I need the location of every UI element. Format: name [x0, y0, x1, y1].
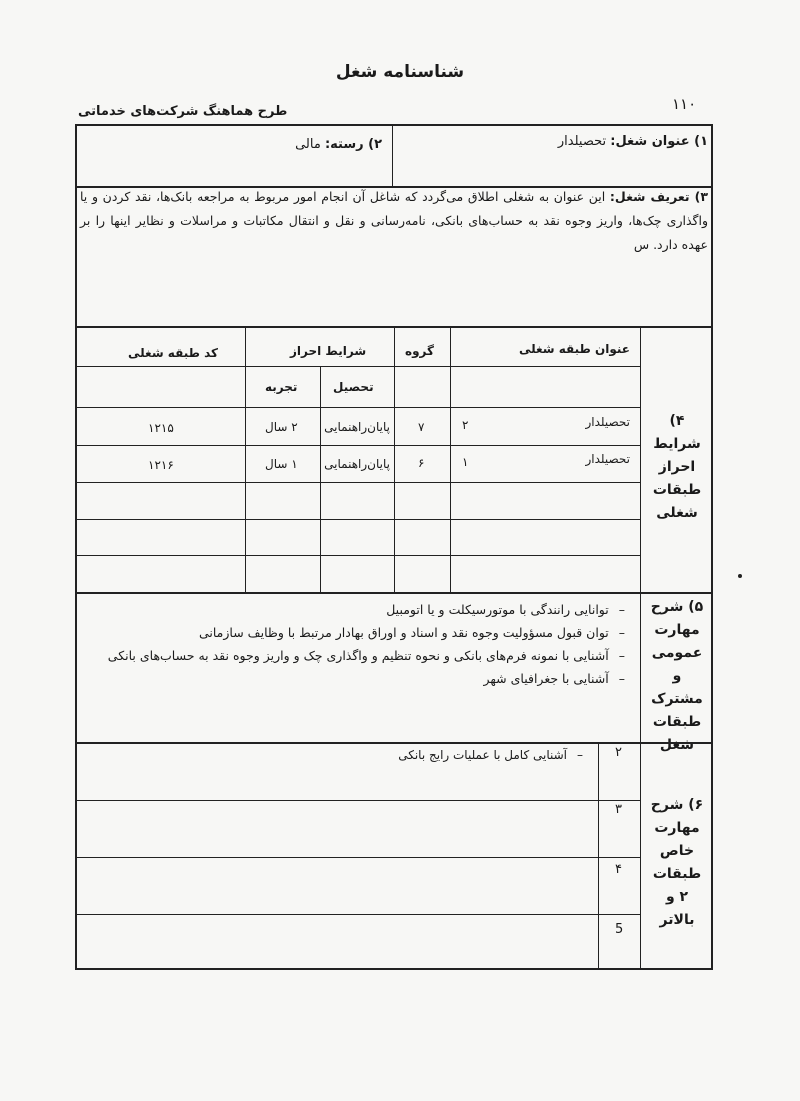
row1-title: تحصیلدار	[585, 415, 630, 429]
divider	[76, 857, 640, 858]
classes-section-label: ۴) شرایط احراز طبقات شغلی	[652, 413, 702, 521]
divider	[640, 743, 641, 969]
divider	[76, 366, 640, 367]
level-number: ۴	[615, 862, 622, 877]
header-education: تحصیل	[333, 380, 374, 394]
row1-group: ۷	[418, 420, 425, 434]
level-number: ۲	[615, 745, 622, 760]
divider	[76, 914, 640, 915]
divider	[76, 555, 640, 556]
job-title-value: تحصیلدار	[557, 134, 607, 149]
level2-skill: –آشنایی کامل با عملیات رایج بانکی	[398, 748, 583, 762]
job-category-field	[295, 137, 382, 152]
margin-dot	[738, 574, 742, 578]
job-title-label: ۱) عنوان شغل:	[610, 134, 708, 149]
header-group: گروه	[405, 344, 434, 358]
row2-group: ۶	[418, 456, 425, 470]
list-item: – توان قبول مسؤولیت وجوه نقد و اسناد و اوراق بهادار مرتبط با وظایف سازمانی	[108, 621, 625, 644]
divider	[76, 445, 640, 446]
list-item: – آشنایی با جغرافیای شهر	[108, 667, 625, 690]
job-category-value: مالی	[295, 137, 321, 152]
divider	[598, 743, 599, 969]
row2-experience: ۱ سال	[265, 457, 298, 471]
specific-skills-section-label: ۶) شرح مهارت خاص طبقات ۲ و بالاتر	[650, 797, 704, 928]
general-skills-list	[108, 598, 625, 690]
header-experience: تجربه	[265, 380, 298, 394]
level2-skill-text: آشنایی کامل با عملیات رایج بانکی	[398, 748, 567, 762]
page-title: شناسنامه شغل	[335, 62, 465, 82]
row1-level: ۲	[462, 418, 469, 432]
job-category-label: ۲) رسته:	[324, 137, 382, 152]
level-number: ۳	[615, 802, 622, 817]
series-title: طرح هماهنگ شرکت‌های خدماتی	[78, 104, 288, 119]
list-item: – آشنایی با نمونه فرم‌های بانکی و نحوه تنظیم و واگذاری چک و واریز وجوه نقد به حساب‌های بانکی	[108, 644, 625, 667]
divider	[76, 519, 640, 520]
general-skills-section-label: ۵) شرح مهارت عمومی و مشترک طبقات شغل	[650, 599, 704, 753]
header-code: کد طبقه شغلی	[128, 346, 218, 360]
job-definition	[80, 185, 708, 257]
row1-experience: ۲ سال	[265, 420, 298, 434]
job-title-field	[558, 134, 708, 149]
divider	[392, 125, 393, 187]
header-qualifications: شرایط احراز	[290, 344, 367, 358]
row2-code: ۱۲۱۶	[148, 458, 174, 472]
level-number: 5	[615, 922, 624, 937]
divider	[76, 407, 640, 408]
list-item: – توانایی رانندگی با موتورسیکلت و یا اتومبیل	[108, 598, 625, 621]
divider	[320, 367, 321, 593]
row2-education: پایان‌راهنمایی	[324, 457, 390, 471]
divider	[640, 593, 641, 743]
page-number: ۱۱۰	[672, 95, 697, 113]
row2-title: تحصیلدار	[585, 452, 630, 466]
definition-text: این عنوان به شغلی اطلاق می‌گردد که شاغل آن انجام امور مربوط به مراجعه بانک‌ها، نقد کردن و یا واگذاری چک‌ها، واریز وجوه نقد به حساب‌های بانکی، نامه‌رسانی و نقل و انتقال مکاتبات و مراسلات و نظایر اینها را بر عهده دارد. س	[80, 189, 708, 252]
row1-code: ۱۲۱۵	[148, 421, 174, 435]
definition-label: ۳) تعریف شغل:	[609, 189, 708, 204]
divider	[76, 482, 640, 483]
divider	[76, 800, 640, 801]
row2-level: ۱	[462, 455, 469, 469]
header-class-title: عنوان طبقه شغلی	[518, 342, 630, 356]
divider	[640, 327, 641, 593]
row1-education: پایان‌راهنمایی	[324, 420, 390, 434]
